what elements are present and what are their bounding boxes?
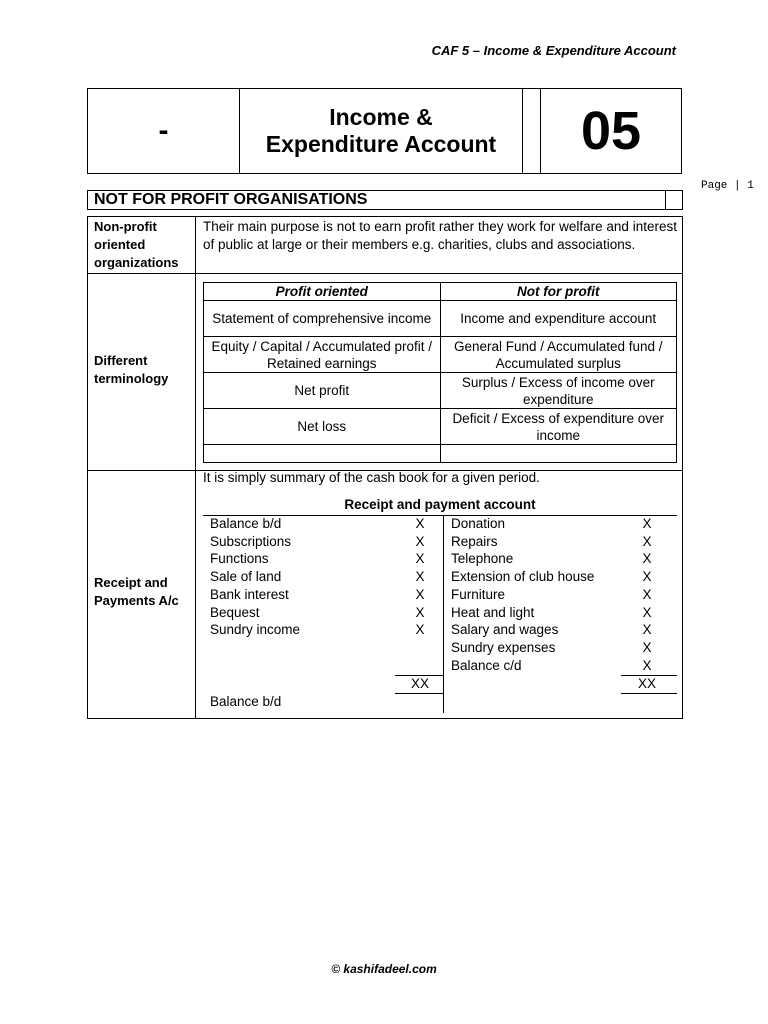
account-item-name: Heat and light — [451, 604, 535, 620]
account-item-amount: X — [415, 533, 425, 549]
account-item-name: Salary and wages — [451, 622, 559, 638]
receipts-intro: It is simply summary of the cash book for a given period. — [203, 470, 540, 485]
terminology-cell: Deficit / Excess of expenditure over income — [440, 409, 677, 445]
nonprofit-description: Their main purpose is not to earn profit rather they work for welfare and interest of public at large or their members e.g. charities, clubs and associations. — [203, 219, 677, 252]
account-item-amount: X — [642, 569, 652, 585]
chapter-title-line2: Expenditure Account — [265, 131, 497, 157]
account-item-name: Sale of land — [210, 569, 282, 585]
terminology-cell-empty — [440, 445, 677, 463]
account-item-name: Subscriptions — [210, 533, 292, 549]
right-total: XX — [637, 676, 656, 691]
row-label-nonprofit: Non-profit oriented organizations — [94, 219, 179, 270]
terminology-header-notforprofit: Not for profit — [440, 283, 677, 301]
account-item-amount: X — [642, 639, 652, 655]
account-item-amount: X — [415, 604, 425, 620]
account-item-amount: X — [415, 551, 425, 567]
account-item-amount: X — [415, 569, 425, 585]
terminology-header-profit: Profit oriented — [204, 283, 441, 301]
account-item-name: Telephone — [451, 551, 514, 567]
account-item-amount: X — [642, 551, 652, 567]
account-item-amount: X — [642, 516, 652, 531]
terminology-cell: Equity / Capital / Accumulated profit / Retained earnings — [204, 337, 441, 373]
left-total-rule-bottom — [395, 693, 443, 694]
account-item-name: Sundry expenses — [451, 639, 556, 655]
account-item-name: Bequest — [210, 604, 260, 620]
account-item-amount: X — [415, 586, 425, 602]
grid-column-divider — [195, 217, 196, 718]
account-item-name: Sundry income — [210, 622, 301, 638]
grid-row-divider — [88, 273, 682, 274]
account-item-name: Repairs — [451, 533, 498, 549]
account-item-amount: X — [642, 533, 652, 549]
row-label-receipts: Receipt and Payments A/c — [94, 575, 179, 608]
chapter-title-box — [87, 88, 682, 174]
account-item-name: Bank interest — [210, 586, 289, 602]
section-heading: NOT FOR PROFIT ORGANISATIONS — [87, 190, 666, 210]
terminology-cell: Net loss — [204, 409, 441, 445]
right-total-rule-bottom — [621, 693, 677, 694]
terminology-cell: Surplus / Excess of income over expenditure — [440, 373, 677, 409]
account-item-amount: X — [642, 657, 652, 673]
account-item-amount: X — [642, 604, 652, 620]
terminology-cell: General Fund / Accumulated fund / Accumulated surplus — [440, 337, 677, 373]
account-title: Receipt and payment account — [344, 497, 536, 512]
account-item-name: Functions — [210, 551, 269, 567]
row-label-terminology: Different terminology — [94, 353, 169, 386]
account-center-rule — [443, 515, 444, 713]
chapter-title-line1: Income & — [329, 104, 433, 130]
account-item-name: Furniture — [451, 586, 506, 602]
content-grid — [87, 216, 683, 719]
page-number: Page | 1 — [701, 180, 754, 192]
terminology-cell-empty — [204, 445, 441, 463]
title-box-spacer — [523, 89, 541, 173]
account-item-amount: X — [415, 622, 425, 638]
account-item-name: Extension of club house — [451, 569, 595, 585]
chapter-title — [240, 89, 523, 173]
chapter-number: 05 — [580, 101, 642, 161]
account-item-name: Donation — [451, 516, 506, 531]
terminology-cell: Net profit — [204, 373, 441, 409]
terminology-cell: Income and expenditure account — [440, 301, 677, 337]
title-box-left: - — [88, 89, 240, 173]
account-item-amount: X — [415, 516, 425, 531]
running-header: CAF 5 – Income & Expenditure Account — [431, 43, 676, 58]
section-heading-cap — [666, 190, 683, 210]
terminology-table — [203, 282, 677, 463]
account-item-name: Balance c/d — [451, 657, 522, 673]
footer-copyright: © kashifadeel.com — [331, 962, 437, 976]
account-item-amount: X — [642, 586, 652, 602]
left-total: XX — [410, 676, 429, 691]
account-item-amount: X — [642, 622, 652, 638]
terminology-cell: Statement of comprehensive income — [204, 301, 441, 337]
account-item-name: Balance b/d — [210, 516, 282, 531]
closing-balance: Balance b/d — [210, 694, 282, 709]
